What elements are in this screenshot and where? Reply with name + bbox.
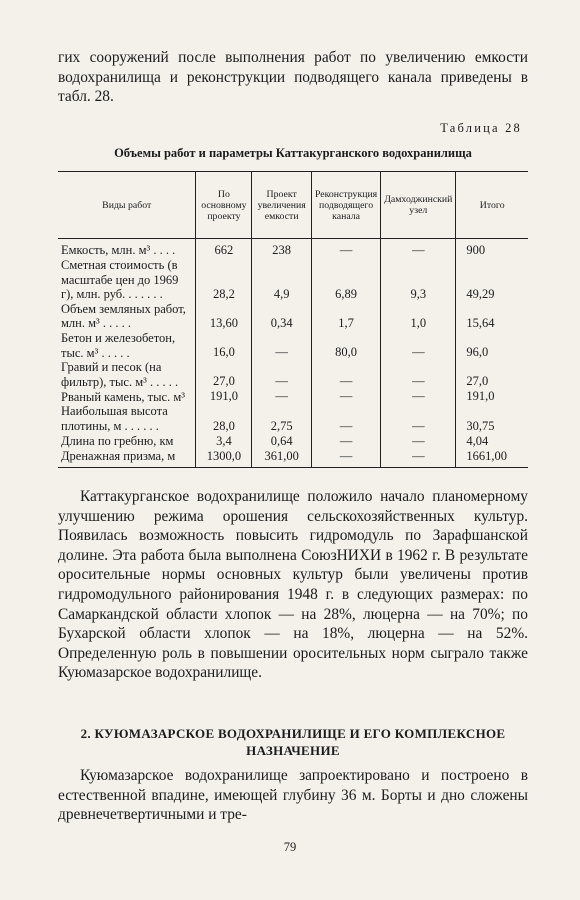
row-value: 900 — [456, 239, 528, 259]
table-row — [58, 449, 528, 468]
table-row — [58, 389, 528, 404]
row-label: Дренажная призма, м — [58, 449, 196, 468]
row-label: Гравий и песок (на фильтр), тыс. м³ . . . . . — [61, 360, 179, 389]
header-total: Итого — [456, 172, 528, 239]
row-value: 27,0 — [196, 360, 252, 389]
row-value: 3,4 — [196, 434, 252, 449]
table-row — [58, 360, 528, 389]
row-value: — — [381, 239, 456, 259]
intro-paragraph — [58, 48, 528, 107]
after-heading-paragraph — [58, 766, 528, 825]
row-value: 80,0 — [311, 331, 380, 360]
table-row — [58, 331, 528, 360]
row-value: 1,0 — [381, 302, 456, 331]
row-value: 28,2 — [196, 258, 252, 302]
row-value: 1661,00 — [456, 449, 528, 468]
row-value: 9,3 — [381, 258, 456, 302]
row-value: 1,7 — [311, 302, 380, 331]
row-value: 2,75 — [252, 404, 312, 433]
table-row — [58, 434, 528, 449]
table-header-row — [58, 172, 528, 239]
header-work-type: Виды работ — [58, 172, 196, 239]
row-value: 13,60 — [196, 302, 252, 331]
row-value: — — [252, 389, 312, 404]
header-canal-reconstruction: Реконструкция подводящего канала — [311, 172, 380, 239]
row-label: Бетон и железобетон, тыс. м³ . . . . . — [61, 330, 176, 360]
row-value: 27,0 — [456, 360, 528, 389]
row-value: 96,0 — [456, 331, 528, 360]
table-number: Таблица 28 — [440, 121, 522, 135]
row-value: 4,9 — [252, 258, 312, 302]
table-title: Объемы работ и параметры Каттакурганского водохранилища — [114, 146, 472, 160]
row-value: — — [381, 404, 456, 433]
page-number: 79 — [283, 840, 297, 854]
row-value: 0,64 — [252, 434, 312, 449]
row-label: Длина по гребню, км — [61, 433, 174, 448]
row-value: 16,0 — [196, 331, 252, 360]
row-value: — — [311, 389, 380, 404]
row-value: — — [311, 404, 380, 433]
row-value: 4,04 — [456, 434, 528, 449]
row-value: — — [381, 360, 456, 389]
row-value: — — [311, 449, 380, 468]
data-table — [58, 171, 528, 468]
row-label: Наибольшая высота плотины, м . . . . . . — [61, 404, 168, 433]
row-value: — — [381, 331, 456, 360]
row-value: 662 — [196, 239, 252, 259]
row-value: 30,75 — [456, 404, 528, 433]
header-capacity-project: Проект увеличения емкости — [252, 172, 312, 239]
row-label: Объем земляных работ, млн. м³ . . . . . — [61, 301, 186, 331]
row-label: Сметная стоимость (в масштабе цен до 1969 г), млн. руб. . . . . . . — [61, 258, 179, 302]
table-row — [58, 258, 528, 302]
row-label: Рваный камень, тыс. м³ — [61, 389, 185, 404]
row-value: — — [381, 434, 456, 449]
after-heading-text: Куюмазарское водохранилище запроектировано и построено в естественной впадине, имеющей глубину 36 м. Борты и дно сложены древнечетвертичными и тре- — [58, 767, 528, 824]
row-value: 15,64 — [456, 302, 528, 331]
row-value: 6,89 — [311, 258, 380, 302]
row-value: — — [311, 360, 380, 389]
row-value: — — [252, 360, 312, 389]
row-value: 28,0 — [196, 404, 252, 433]
row-label: Емкость, млн. м³ . . . . — [61, 243, 176, 258]
header-main-project: По основному проекту — [196, 172, 252, 239]
row-value: 238 — [252, 239, 312, 259]
row-value: 0,34 — [252, 302, 312, 331]
row-value: — — [381, 449, 456, 468]
table-row — [58, 404, 528, 433]
section-heading: 2. КУЮМАЗАРСКОЕ ВОДОХРАНИЛИЩЕ И ЕГО КОМПЛЕКСНОЕ НАЗНАЧЕНИЕ — [80, 726, 506, 758]
row-value: 49,29 — [456, 258, 528, 302]
row-value: 191,0 — [196, 389, 252, 404]
body-text: Каттакурганское водохранилище положило начало планомерному улучшению режима орошения сельскохозяйственных культур. Появилась возможность повысить гидромодуль по Зарафшанской долине. Эта работа была выполнена СоюзНИХИ в 1962 г. В результате оросительные нормы основных культур были увеличены против гидромодульного районирования 1948 г. в следующих размерах: по Самаркандской области хлопок — на 28%, люцерна — на 70%; по Бухарской области хлопок — на 18%, люцерна — на 52%. Определенную роль в повышении оросительных норм сыграло также Куюмазарское водохранилище. — [58, 488, 528, 682]
row-value: — — [381, 389, 456, 404]
row-value: 1300,0 — [196, 449, 252, 468]
row-value: — — [311, 434, 380, 449]
row-value: — — [252, 331, 312, 360]
table-row — [58, 239, 528, 259]
row-value: 191,0 — [456, 389, 528, 404]
header-damkhodzha-node: Дамходжинский узел — [381, 172, 456, 239]
body-paragraph — [58, 487, 528, 683]
row-value: — — [311, 239, 380, 259]
row-value: 361,00 — [252, 449, 312, 468]
table-row — [58, 302, 528, 331]
intro-text: гих сооружений после выполнения работ по увеличению емкости водохранилища и реконструкции подводящего канала приведены в табл. 28. — [58, 49, 528, 106]
